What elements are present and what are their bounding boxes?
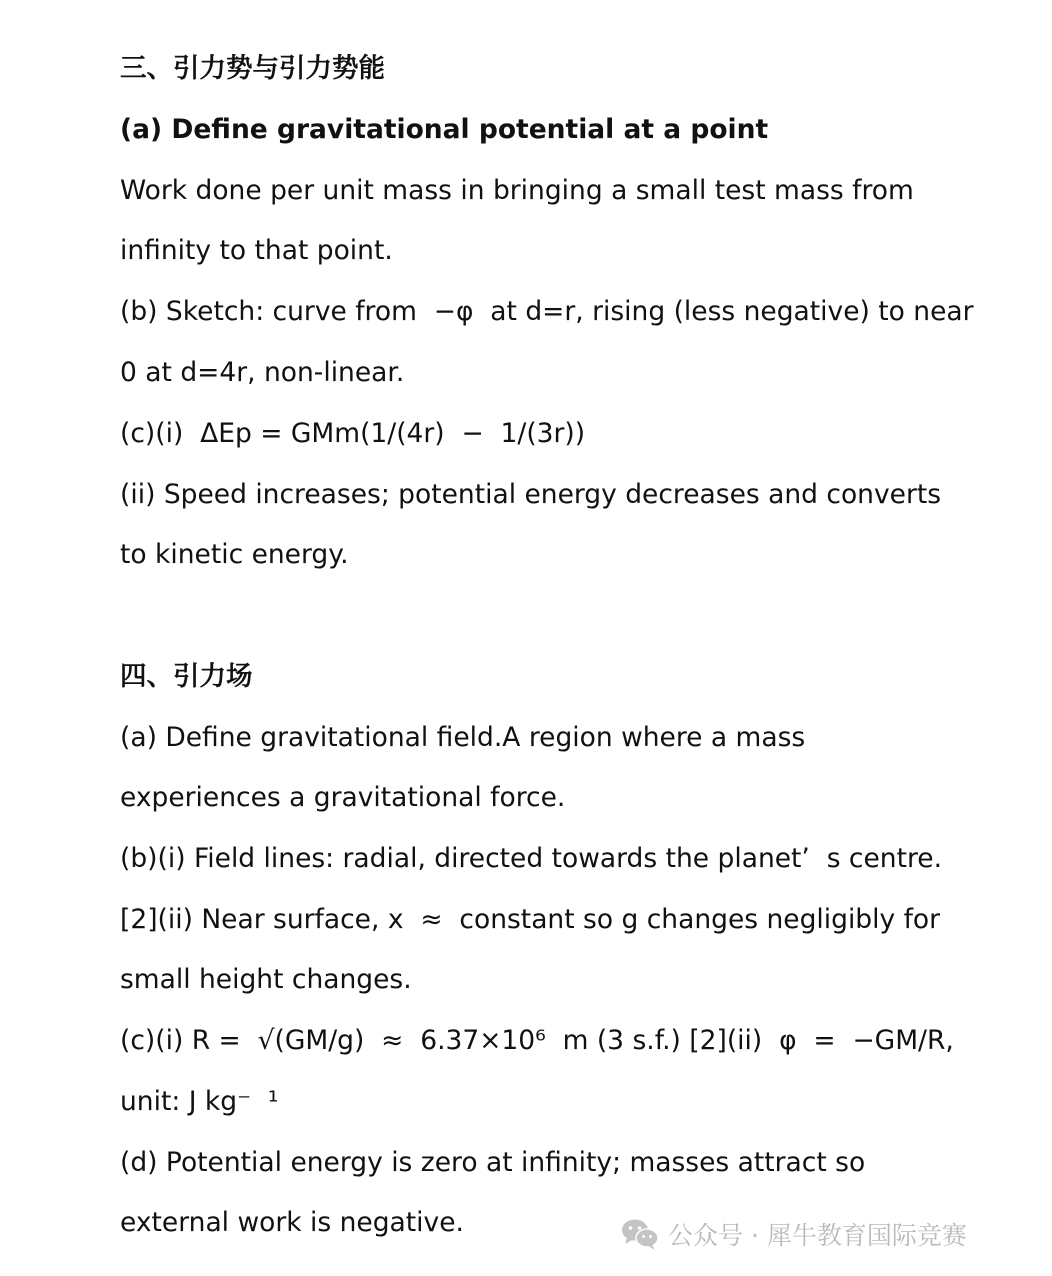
section-3-heading: 三、引力势与引力势能 <box>120 53 385 84</box>
section-3-part-a-title: (a) Define gravitational potential at a point <box>120 114 769 145</box>
section-4-line: experiences a gravitational force. <box>120 782 566 813</box>
section-3-line: (c)(i) ΔEp = GMm(1/(4r) − 1/(3r)) <box>120 418 586 449</box>
section-4-line: (d) Potential energy is zero at infinity; masses attract so <box>120 1147 866 1178</box>
section-4-line: (a) Define gravitational field.A region where a mass <box>120 722 806 753</box>
watermark-text: 公众号 · 犀牛教育国际竞赛 <box>668 1221 967 1250</box>
section-4-heading: 四、引力场 <box>120 661 253 692</box>
section-3-line: 0 at d=4r, non-linear. <box>120 357 405 388</box>
section-4-line: (b)(i) Field lines: radial, directed towards the planet’ s centre. <box>120 843 943 874</box>
section-3-line: infinity to that point. <box>120 235 393 266</box>
section-4-line: [2](ii) Near surface, x ≈ constant so g changes negligibly for <box>120 904 941 935</box>
watermark <box>620 1214 967 1254</box>
section-3-line: (ii) Speed increases; potential energy decreases and converts <box>120 479 942 510</box>
section-4-line: small height changes. <box>120 964 412 995</box>
section-3-line: (b) Sketch: curve from −φ at d=r, rising (less negative) to near <box>120 296 974 327</box>
section-3-line: Work done per unit mass in bringing a small test mass from <box>120 175 914 206</box>
section-4-line: unit: J kg⁻ ¹ <box>120 1086 279 1117</box>
section-4-line: external work is negative. <box>120 1207 464 1238</box>
section-3-line: to kinetic energy. <box>120 539 349 570</box>
section-4-line: (c)(i) R = √(GM/g) ≈ 6.37×10⁶ m (3 s.f.) [2](ii) φ = −GM/R, <box>120 1025 954 1056</box>
wechat-icon <box>620 1217 660 1251</box>
